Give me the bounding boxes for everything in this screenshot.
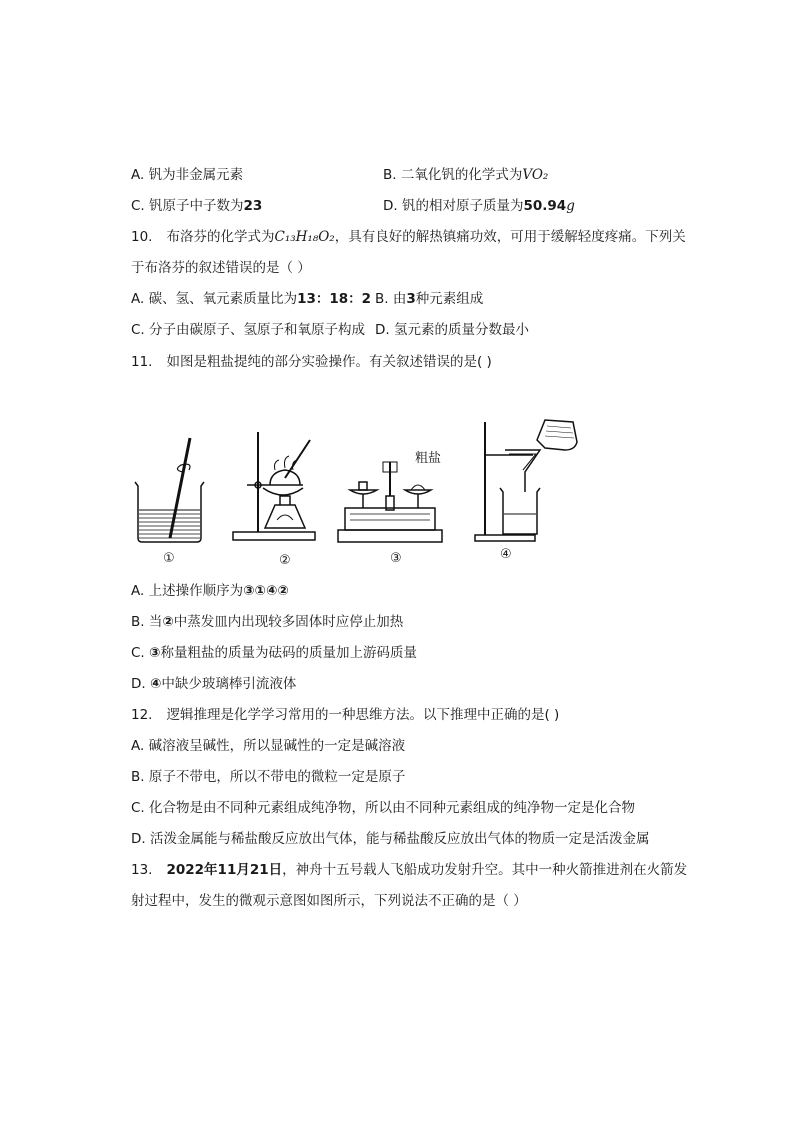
q11-option-a-text: A. 上述操作顺序为 [131, 583, 244, 599]
q12-stem-text: 逻辑推理是化学学习常用的一种思维方法。以下推理中正确的是( ) [166, 707, 560, 723]
filtration-diagram [475, 420, 577, 541]
q9-option-c[interactable] [131, 196, 262, 216]
q9-option-c-text: C. 钒原子中子数为 [131, 198, 244, 214]
q12-option-c[interactable] [131, 798, 635, 818]
q11-option-c[interactable] [131, 643, 417, 663]
q13-stem-line2 [131, 891, 527, 911]
q10-option-b-text: B. 由 [375, 291, 407, 307]
q10-option-b-value: 3 [406, 291, 416, 307]
q13-stem-text: ，神舟十五号载人飞船成功发射升空。其中一种火箭推进剂在火箭发 [282, 862, 688, 878]
q10-number: 10. [131, 229, 153, 245]
q9-option-b[interactable] [383, 165, 548, 185]
q11-option-d-text: D. [131, 676, 150, 692]
q10-stem-line2 [131, 258, 311, 278]
q11-option-c-suffix: 称量粗盐的质量为砝码的质量加上游码质量 [160, 645, 417, 661]
figure-label-2: ② [279, 553, 291, 568]
q10-option-a[interactable] [131, 289, 371, 309]
q10-option-c[interactable] [131, 320, 365, 340]
balance-diagram [338, 462, 442, 542]
q10-formula: C₁₃H₁₈O₂ [274, 229, 335, 245]
q11-option-b-text: B. 当 [131, 614, 163, 630]
q11-option-b-marker: ② [162, 614, 174, 630]
apparatus-drawing [125, 410, 595, 575]
q11-option-d-marker: ④ [149, 676, 162, 692]
q11-option-c-marker: ③ [149, 645, 161, 661]
q10-option-d[interactable] [375, 320, 529, 340]
q12-stem [131, 705, 559, 725]
q11-stem-text: 如图是粗盐提纯的部分实验操作。有关叙述错误的是( ) [166, 354, 492, 370]
q13-number: 13. [131, 862, 153, 878]
q10-stem-line2-text: 于布洛芬的叙述错误的是（ ） [131, 260, 311, 276]
q12-option-d-text: D. 活泼金属能与稀盐酸反应放出气体，能与稀盐酸反应放出气体的物质一定是活泼金属 [131, 831, 650, 847]
q12-option-b[interactable] [131, 767, 405, 787]
q10-option-d-text: D. 氢元素的质量分数最小 [375, 322, 529, 338]
q12-option-d[interactable] [131, 829, 649, 849]
q10-option-b-suffix: 种元素组成 [415, 291, 484, 307]
q11-number: 11. [131, 354, 153, 370]
q11-option-d-suffix: 中缺少玻璃棒引流液体 [161, 676, 297, 692]
q9-option-a[interactable] [131, 165, 243, 185]
q11-option-a-value: ③①④② [243, 583, 289, 599]
figure-label-1: ① [163, 551, 175, 566]
q9-option-d-value: 50.94 [523, 198, 567, 214]
q9-option-a-text: A. 钒为非金属元素 [131, 167, 244, 183]
q10-stem [131, 227, 686, 247]
figure-label-4: ④ [500, 547, 512, 562]
evaporation-diagram [233, 432, 315, 540]
q11-option-b-suffix: 中蒸发皿内出现较多固体时应停止加热 [173, 614, 404, 630]
q12-option-a[interactable] [131, 736, 405, 756]
q9-option-d-text: D. 钒的相对原子质量为 [383, 198, 524, 214]
q10-stem-text-2: ，具有良好的解热镇痛功效，可用于缓解轻度疼痛。下列关 [334, 229, 686, 245]
q11-option-d[interactable] [131, 674, 296, 694]
q9-option-b-formula: VO₂ [522, 167, 549, 183]
q12-number: 12. [131, 707, 153, 723]
q9-option-d[interactable] [383, 196, 575, 216]
q11-stem [131, 352, 492, 372]
q10-option-a-text: A. 碳、氢、氧元素质量比为 [131, 291, 298, 307]
coarse-salt-label: 粗盐 [415, 451, 442, 466]
q9-option-c-value: 23 [243, 198, 263, 214]
q13-stem-line2-text: 射过程中，发生的微观示意图如图所示，下列说法不正确的是（ ） [131, 893, 527, 909]
q10-option-a-value: 13：18：2 [297, 291, 372, 307]
q10-stem-text: 布洛芬的化学式为 [166, 229, 275, 245]
q12-option-c-text: C. 化合物是由不同种元素组成纯净物，所以由不同种元素组成的纯净物一定是化合物 [131, 800, 636, 816]
beaker-stirring-diagram [135, 438, 204, 542]
q11-option-a[interactable] [131, 581, 289, 601]
q10-option-b[interactable] [375, 289, 483, 309]
q9-option-d-unit: g [566, 198, 575, 214]
q12-option-b-text: B. 原子不带电，所以不带电的微粒一定是原子 [131, 769, 406, 785]
figure-label-3: ③ [390, 551, 402, 566]
q13-date: 2022年11月21日 [166, 862, 283, 878]
q10-option-c-text: C. 分子由碳原子、氢原子和氧原子构成 [131, 322, 366, 338]
salt-purification-figure [125, 410, 595, 575]
q11-option-c-text: C. [131, 645, 150, 661]
q13-stem [131, 860, 687, 880]
q12-option-a-text: A. 碱溶液呈碱性，所以显碱性的一定是碱溶液 [131, 738, 406, 754]
q9-option-b-text: B. 二氧化钒的化学式为 [383, 167, 523, 183]
q11-option-b[interactable] [131, 612, 403, 632]
